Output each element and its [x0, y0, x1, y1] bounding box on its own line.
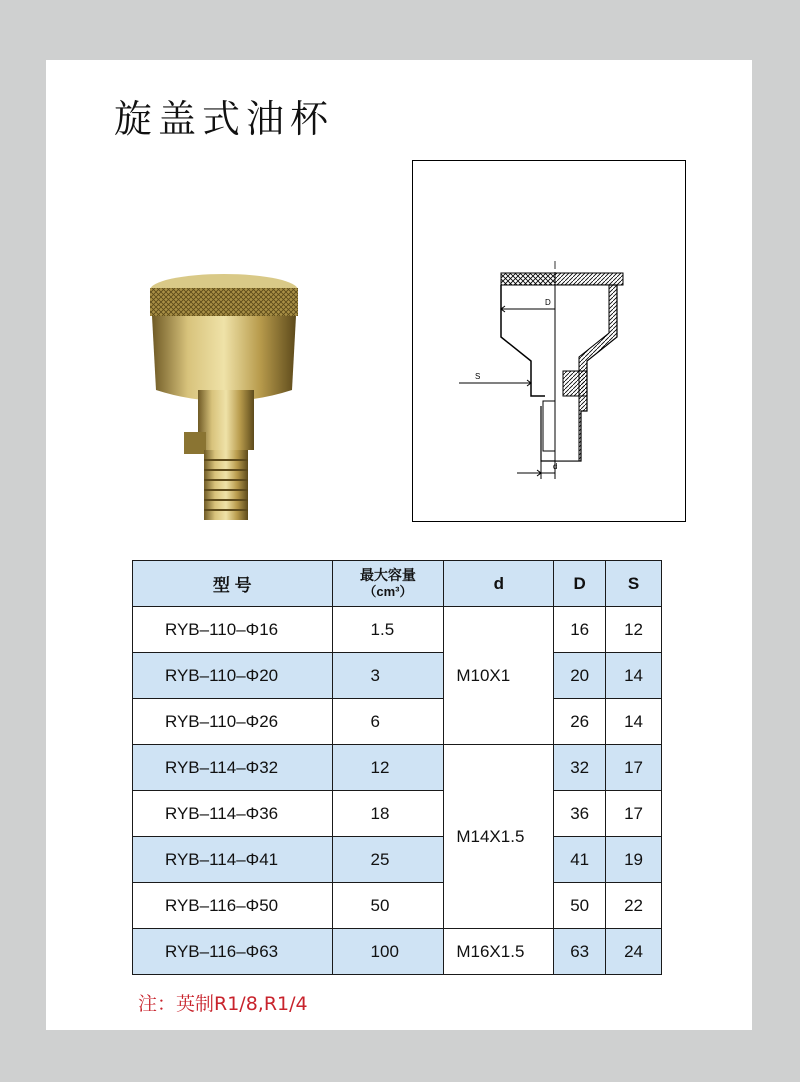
capacity-unit-label: （cm³）	[363, 584, 413, 599]
cell-model: RYB–116–Φ63	[133, 929, 333, 975]
spec-table	[132, 560, 662, 975]
dimension-d-label: d	[553, 462, 558, 471]
cell-model: RYB–110–Φ16	[133, 607, 333, 653]
cell-thread-group: M14X1.5	[444, 745, 554, 929]
table-row	[133, 837, 662, 883]
cell-capacity: 12	[332, 745, 444, 791]
cell-D: 36	[554, 791, 606, 837]
oil-cup-photo	[146, 272, 306, 542]
cell-capacity: 18	[332, 791, 444, 837]
table-row	[133, 607, 662, 653]
cell-capacity: 3	[332, 653, 444, 699]
cell-model: RYB–114–Φ32	[133, 745, 333, 791]
col-header-S: S	[606, 561, 662, 607]
cell-S: 14	[606, 699, 662, 745]
table-header-row	[133, 561, 662, 607]
cell-capacity: 50	[332, 883, 444, 929]
dimension-S-label: S	[475, 372, 481, 381]
cell-D: 16	[554, 607, 606, 653]
cell-capacity: 1.5	[332, 607, 444, 653]
cell-S: 19	[606, 837, 662, 883]
cell-S: 17	[606, 791, 662, 837]
cell-D: 50	[554, 883, 606, 929]
cell-thread-group: M10X1	[444, 607, 554, 745]
table-row	[133, 929, 662, 975]
cell-D: 63	[554, 929, 606, 975]
footnote: 注：英制R1/8,R1/4	[138, 993, 308, 1015]
table-row	[133, 745, 662, 791]
product-sheet	[46, 60, 752, 1030]
cell-S: 22	[606, 883, 662, 929]
table-row	[133, 699, 662, 745]
cell-capacity: 25	[332, 837, 444, 883]
table-row	[133, 653, 662, 699]
cell-S: 14	[606, 653, 662, 699]
cell-model: RYB–114–Φ36	[133, 791, 333, 837]
cell-model: RYB–116–Φ50	[133, 883, 333, 929]
cell-thread-group: M16X1.5	[444, 929, 554, 975]
col-header-model: 型 号	[133, 561, 333, 607]
cell-D: 32	[554, 745, 606, 791]
cross-section-diagram	[412, 160, 686, 522]
table-row	[133, 791, 662, 837]
col-header-capacity	[332, 561, 444, 607]
col-header-D: D	[554, 561, 606, 607]
cell-model: RYB–110–Φ26	[133, 699, 333, 745]
cell-model: RYB–110–Φ20	[133, 653, 333, 699]
cell-D: 20	[554, 653, 606, 699]
col-header-d: d	[444, 561, 554, 607]
cell-S: 17	[606, 745, 662, 791]
dimension-D-label: D	[545, 298, 551, 307]
cell-S: 12	[606, 607, 662, 653]
cell-capacity: 100	[332, 929, 444, 975]
cell-model: RYB–114–Φ41	[133, 837, 333, 883]
table-row	[133, 883, 662, 929]
cell-D: 41	[554, 837, 606, 883]
cell-S: 24	[606, 929, 662, 975]
cell-capacity: 6	[332, 699, 444, 745]
capacity-header-label: 最大容量	[359, 567, 416, 583]
page-title: 旋盖式油杯	[114, 97, 335, 141]
cell-D: 26	[554, 699, 606, 745]
